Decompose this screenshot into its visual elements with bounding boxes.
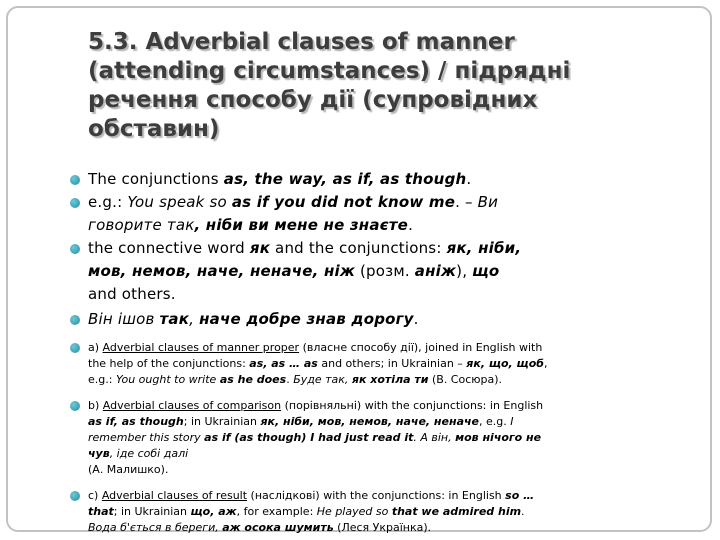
text: and others; in Ukrainian –: [317, 357, 467, 370]
text: The conjunctions: [88, 170, 224, 188]
text: the help of the conjunctions:: [88, 357, 250, 370]
example-text: Буде так,: [293, 373, 352, 386]
title-line: (attending circumstances) / підрядні: [88, 58, 571, 84]
bullet-dot-icon: [70, 175, 80, 185]
bullet-dot-icon: [70, 401, 80, 411]
example-text: Ви: [477, 193, 499, 211]
emphasis: мов нічого не: [455, 431, 542, 444]
example-text: Він ішов: [88, 310, 160, 328]
term: Adverbial clauses of comparison: [102, 399, 282, 412]
emphasis: так: [159, 310, 190, 328]
emphasis: as if (as though) I had just read it: [204, 431, 414, 444]
example-text: remember this story: [88, 431, 205, 444]
text: ; in Ukrainian: [183, 415, 261, 428]
emphasis: мов, немов, наче, неначе, ніж: [88, 262, 356, 280]
example-text: говорите так: [88, 216, 195, 234]
emphasis: as if, as though: [88, 415, 184, 428]
text: e.g.:: [88, 373, 116, 386]
example-text: . А він,: [413, 431, 456, 444]
text: ; in Ukrainian: [113, 505, 191, 518]
emphasis: as if you did not know me: [231, 193, 456, 211]
text: a): [88, 341, 103, 354]
term: Adverbial clauses of manner proper: [102, 341, 300, 354]
example-text: ,: [189, 310, 200, 328]
emphasis: that: [88, 505, 114, 518]
emphasis: як хотіла ти: [351, 373, 429, 386]
text: e.g.:: [88, 193, 128, 211]
emphasis: аж осока шумить: [222, 521, 334, 534]
text: and the conjunctions:: [270, 239, 447, 257]
text: .: [286, 373, 294, 386]
text: ,: [543, 357, 548, 370]
list-item: [70, 168, 706, 191]
text: ),: [456, 262, 473, 280]
bullet-dot-icon: [70, 343, 80, 353]
example-text: , іде собі далі: [109, 447, 189, 460]
list-item: [70, 237, 706, 306]
text: (власне способу дії), joined in English with: [299, 341, 543, 354]
text: and others.: [88, 285, 176, 303]
list-item: [70, 340, 706, 388]
bullet-dot-icon: [70, 315, 80, 325]
text: , e.g.: [479, 415, 511, 428]
text: . –: [455, 193, 478, 211]
text: , for example:: [236, 505, 317, 518]
list-item: [70, 308, 706, 331]
emphasis: наче добре знав дорогу: [199, 310, 414, 328]
list-item: [70, 488, 706, 536]
bullet-list: [70, 168, 706, 536]
emphasis: аніж: [414, 262, 457, 280]
emphasis: як, ніби,: [446, 239, 522, 257]
text: (наслідкові) with the conjunctions: in English: [247, 489, 506, 502]
text: (порівняльні) with the conjunctions: in English: [281, 399, 544, 412]
emphasis: як, ніби, мов, немов, наче, неначе: [260, 415, 480, 428]
text: .: [521, 505, 525, 518]
example-text: I: [510, 415, 514, 428]
text: .: [466, 170, 472, 188]
slide-title: [88, 28, 700, 144]
text: .: [408, 216, 414, 234]
text: (розм.: [355, 262, 415, 280]
emphasis: as, the way, as if, as though: [223, 170, 467, 188]
emphasis: як, що, щоб: [466, 357, 544, 370]
example-text: You ought to write: [115, 373, 220, 386]
example-text: Вода б'ється в береги,: [88, 521, 223, 534]
list-item: [70, 398, 706, 478]
example-text: He played so: [316, 505, 392, 518]
emphasis: чув: [88, 447, 110, 460]
emphasis: , ніби ви мене не знаєте: [194, 216, 409, 234]
bullet-dot-icon: [70, 198, 80, 208]
emphasis: що, аж: [190, 505, 237, 518]
emphasis: that we admired him: [391, 505, 522, 518]
list-item: [70, 191, 706, 237]
emphasis: як: [249, 239, 271, 257]
emphasis: as he does: [219, 373, 287, 386]
text: (А. Малишко).: [88, 463, 169, 476]
text: c): [88, 489, 102, 502]
bullet-dot-icon: [70, 244, 80, 254]
emphasis: as, as … as: [249, 357, 318, 370]
emphasis: що: [472, 262, 500, 280]
title-line: обставин): [88, 116, 220, 142]
bullet-dot-icon: [70, 491, 80, 501]
term: Adverbial clauses of result: [101, 489, 248, 502]
example-text: You speak so: [127, 193, 232, 211]
emphasis: so …: [505, 489, 535, 502]
text: .: [413, 310, 419, 328]
text: (В. Сосюра).: [428, 373, 503, 386]
text: the connective word: [88, 239, 250, 257]
text: b): [88, 399, 103, 412]
text: (Леся Українка).: [333, 521, 432, 534]
title-line: речення способу дії (супровідних: [88, 87, 538, 113]
title-line: 5.3. Adverbial clauses of manner: [88, 29, 515, 55]
